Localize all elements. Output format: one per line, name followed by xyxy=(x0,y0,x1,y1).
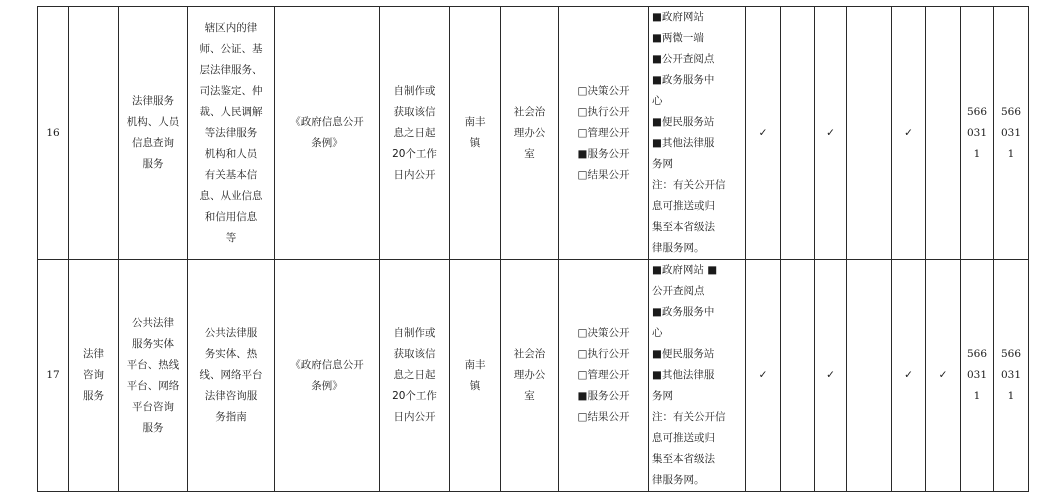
row-number: 16 xyxy=(38,7,69,260)
scope-option: □决策公开 xyxy=(577,327,630,339)
basis-cell: 《政府信息公开 条例》 xyxy=(275,260,380,492)
item-cell: 法律服务 机构、人员 信息查询 服务 xyxy=(119,7,188,260)
time-cell: 自制作或 获取该信 息之日起 20个工作 日内公开 xyxy=(380,7,450,260)
check-cell: ✓ xyxy=(746,7,781,260)
channels-cell: ■政府网站 ■两微一端 ■公开查阅点 ■政务服务中 心 ■便民服务站 ■其他法律服 务网 注：有关公开信 息可推送或归 集至本省级法 律服务网。 xyxy=(649,7,746,260)
category-cell: 法律 咨询 服务 xyxy=(69,260,119,492)
channels-cell: ■政府网站 ■ 公开查阅点 ■政务服务中 心 ■便民服务站 ■其他法律服 务网 注：有关公开信 息可推送或归 集至本省级法 律服务网。 xyxy=(649,260,746,492)
scope-option: ■服务公开 xyxy=(577,147,630,160)
basis-cell: 《政府信息公开 条例》 xyxy=(275,7,380,260)
row-number: 17 xyxy=(38,260,69,492)
dept-cell: 社会治 理办公 室 xyxy=(501,7,559,260)
scope-cell xyxy=(559,7,649,260)
check-cell: ✓ xyxy=(815,260,847,492)
time-cell: 自制作或 获取该信 息之日起 20个工作 日内公开 xyxy=(380,260,450,492)
code-cell: 566 031 1 xyxy=(961,260,994,492)
scope-option: □管理公开 xyxy=(577,369,630,381)
scope-option: □决策公开 xyxy=(577,84,630,97)
scope-option: □执行公开 xyxy=(577,105,630,118)
check-cell xyxy=(781,260,815,492)
code-cell: 566 031 1 xyxy=(994,7,1029,260)
code-cell: 566 031 1 xyxy=(961,7,994,260)
item-cell: 公共法律 服务实体 平台、热线 平台、网络 平台咨询 服务 xyxy=(119,260,188,492)
scope-cell xyxy=(559,260,649,492)
scope-option: □管理公开 xyxy=(577,126,630,139)
check-cell: ✓ xyxy=(815,7,847,260)
scope-option: □执行公开 xyxy=(577,348,630,360)
scope-option: □结果公开 xyxy=(577,411,630,423)
check-cell: ✓ xyxy=(892,260,926,492)
check-cell xyxy=(926,7,961,260)
code-cell: 566 031 1 xyxy=(994,260,1029,492)
table-row xyxy=(38,7,1029,260)
check-cell: ✓ xyxy=(926,260,961,492)
category-cell xyxy=(69,7,119,260)
check-cell xyxy=(781,7,815,260)
check-cell: ✓ xyxy=(892,7,926,260)
disclosure-table xyxy=(37,6,1029,492)
check-cell: ✓ xyxy=(746,260,781,492)
check-cell xyxy=(847,7,892,260)
dept-cell: 社会治 理办公 室 xyxy=(501,260,559,492)
content-cell: 公共法律服 务实体、热 线、网络平台 法律咨询服 务指南 xyxy=(188,260,275,492)
scope-option: ■服务公开 xyxy=(577,390,630,402)
scope-option: □结果公开 xyxy=(577,168,630,181)
level-cell: 南丰 镇 xyxy=(450,260,501,492)
content-cell: 辖区内的律 师、公证、基 层法律服务、 司法鉴定、仲 裁、人民调解 等法律服务 机构和人员 有关基本信 息、从业信息 和信用信息 等 xyxy=(188,7,275,260)
level-cell: 南丰 镇 xyxy=(450,7,501,260)
check-cell xyxy=(847,260,892,492)
table-row xyxy=(38,260,1029,492)
